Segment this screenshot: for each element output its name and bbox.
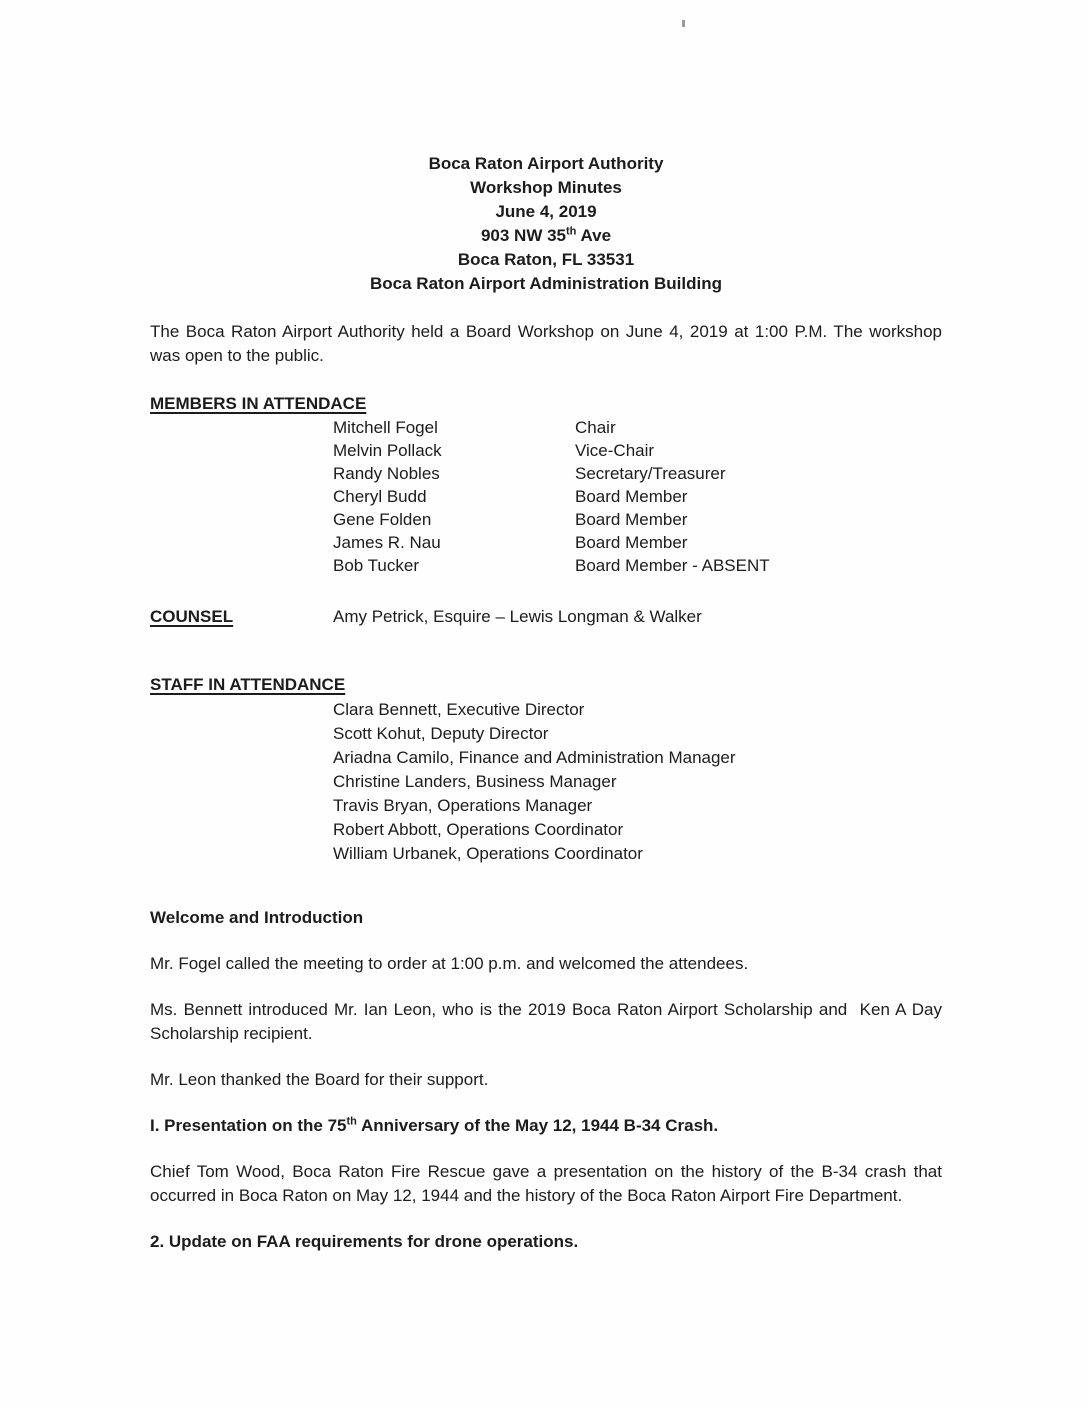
member-role: Board Member (575, 533, 688, 552)
welcome-heading: Welcome and Introduction (150, 908, 364, 927)
member-role: Chair (575, 418, 616, 437)
member-row (150, 531, 942, 554)
paragraph-b34-crash: Chief Tom Wood, Boca Raton Fire Rescue gave a presentation on the history of the B-34 crash that occurred in Boca Raton on May 12, 1944 and the history of the Boca Raton Airport Fire Department. (150, 1162, 947, 1205)
member-row (150, 439, 942, 462)
title-line-address: 903 NW 35th Ave (480, 225, 612, 245)
member-row (150, 508, 942, 531)
staff-row: Christine Landers, Business Manager (333, 772, 617, 791)
document-content (150, 0, 947, 1254)
paragraph-leon-thanks: Mr. Leon thanked the Board for their support. (150, 1070, 489, 1089)
section-2-heading: 2. Update on FAA requirements for drone operations. (150, 1232, 579, 1251)
paragraph-scholarship: Ms. Bennett introduced Mr. Ian Leon, who is the 2019 Boca Raton Airport Scholarship and Ken A Day Scholarship recipient. (150, 1000, 947, 1043)
members-section (150, 392, 942, 577)
member-name: James R. Nau (333, 533, 441, 552)
member-name: Melvin Pollack (333, 441, 442, 460)
member-role: Secretary/Treasurer (575, 464, 726, 483)
member-role: Board Member - ABSENT (575, 556, 770, 575)
staff-row: William Urbanek, Operations Coordinator (333, 844, 643, 863)
member-row (150, 485, 942, 508)
members-list (150, 416, 942, 577)
member-name: Gene Folden (333, 510, 432, 529)
member-name: Cheryl Budd (333, 487, 427, 506)
intro-paragraph: The Boca Raton Airport Authority held a Board Workshop on June 4, 2019 at 1:00 P.M. The workshop was open to the public. (150, 322, 947, 365)
title-line-date: June 4, 2019 (495, 202, 597, 221)
staff-section (150, 673, 942, 866)
staff-heading: STAFF IN ATTENDANCE (150, 675, 346, 694)
members-heading: MEMBERS IN ATTENDACE (150, 394, 367, 413)
staff-row: Scott Kohut, Deputy Director (333, 724, 549, 743)
member-name: Bob Tucker (333, 556, 419, 575)
title-block (150, 152, 942, 296)
counsel-heading: COUNSEL (150, 607, 234, 626)
counsel-text: Amy Petrick, Esquire – Lewis Longman & Walker (333, 607, 702, 626)
member-name: Randy Nobles (333, 464, 440, 483)
paragraph-call-to-order: Mr. Fogel called the meeting to order at 1:00 p.m. and welcomed the attendees. (150, 954, 749, 973)
staff-row: Travis Bryan, Operations Manager (333, 796, 593, 815)
member-role: Vice-Chair (575, 441, 655, 460)
counsel-section (150, 605, 942, 629)
member-row (150, 462, 942, 485)
title-line-doc-type: Workshop Minutes (470, 178, 622, 197)
member-row (150, 554, 942, 577)
ordinal-superscript: th (346, 1115, 357, 1128)
title-line-building: Boca Raton Airport Administration Building (370, 274, 722, 293)
staff-row: Robert Abbott, Operations Coordinator (333, 820, 624, 839)
member-role: Board Member (575, 487, 688, 506)
section-1-heading: I. Presentation on the 75th Anniversary of the May 12, 1944 B-34 Crash. (150, 1115, 719, 1135)
staff-row: Clara Bennett, Executive Director (333, 700, 585, 719)
member-name: Mitchell Fogel (333, 418, 438, 437)
staff-list (150, 698, 942, 866)
member-role: Board Member (575, 510, 688, 529)
title-line-city: Boca Raton, FL 33531 (457, 250, 635, 269)
staff-row: Ariadna Camilo, Finance and Administration Manager (333, 748, 736, 767)
ordinal-superscript: th (566, 225, 577, 238)
member-row (150, 416, 942, 439)
title-line-authority: Boca Raton Airport Authority (428, 154, 664, 173)
